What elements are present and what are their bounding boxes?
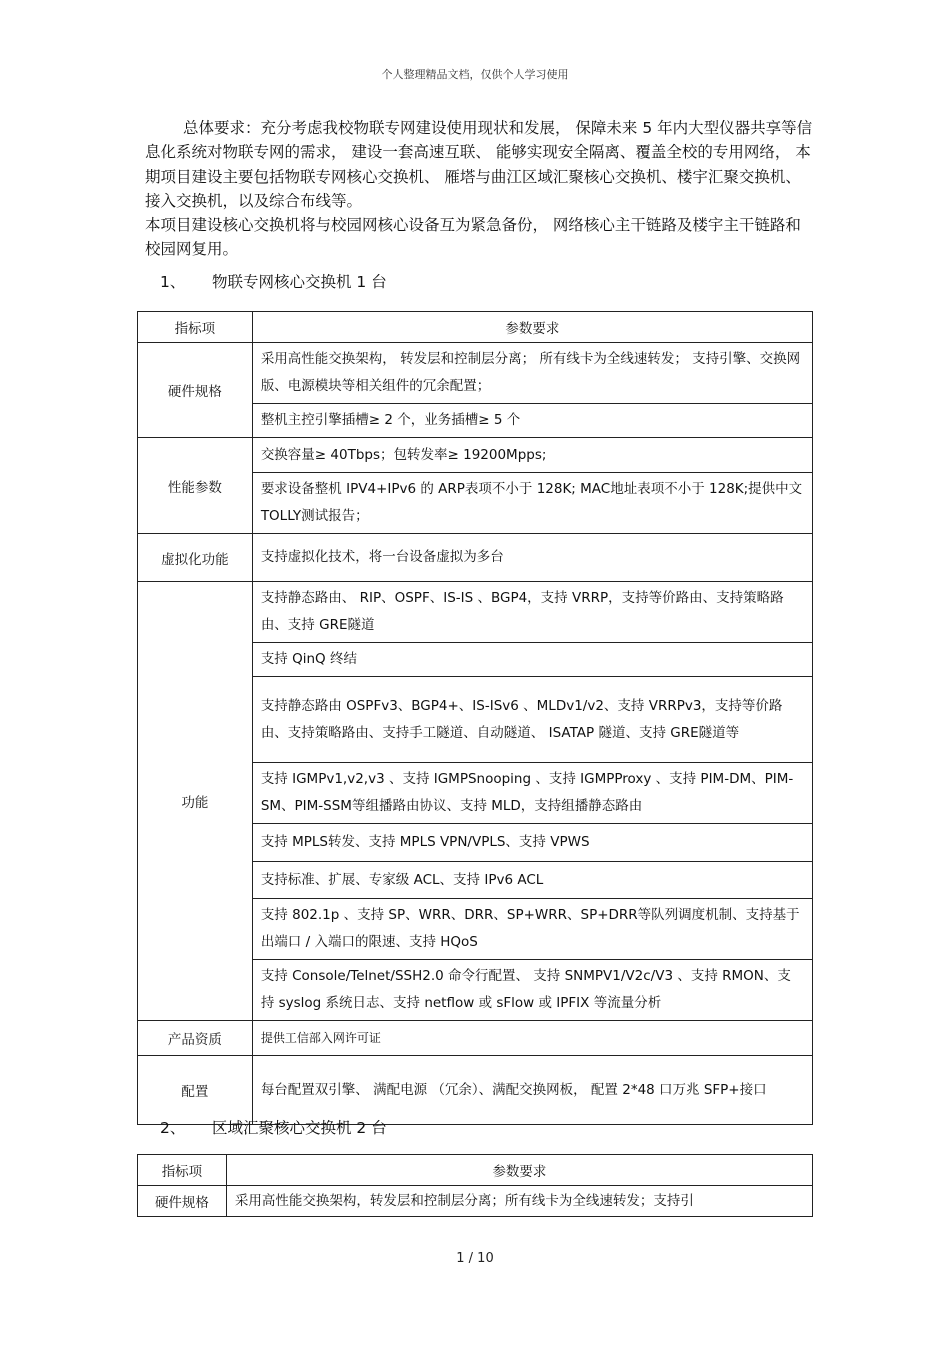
table-row: [138, 1021, 813, 1056]
table-cell: 支持虚拟化技术，将一台设备虚拟为多台: [252, 534, 812, 582]
header-cell-requirement: 参数要求: [252, 312, 812, 343]
table-cell: 整机主控引擎插槽≥ 2 个，业务插槽≥ 5 个: [252, 404, 812, 438]
header-cell-item: 指标项: [138, 312, 253, 343]
intro-text: [145, 116, 815, 262]
section-1-spec-table: [137, 311, 813, 1125]
table-cell: 支持 Console/Telnet/SSH2.0 命令行配置、 支持 SNMPV1/V2c/V3 、支持 RMON、支持 syslog 系统日志、支持 netflow 或 sFlow 或 IPFIX 等流量分析: [252, 960, 812, 1021]
table-row: [138, 582, 813, 643]
table-cell: 支持 802.1p 、支持 SP、WRR、DRR、SP+WRR、SP+DRR等队列调度机制、支持基于出端口 / 入端口的限速、支持 HQoS: [252, 899, 812, 960]
section-2-number: 2、: [160, 1119, 186, 1137]
table-cell: 要求设备整机 IPV4+IPv6 的 ARP表项不小于 128K; MAC地址表项不小于 128K;提供中文 TOLLY测试报告；: [252, 473, 812, 534]
table-row: [138, 438, 813, 473]
table-cell: 每台配置双引擎、 满配电源 （冗余）、满配交换网板， 配置 2*48 口万兆 SFP+接口: [252, 1056, 812, 1125]
row-label-virtualization: 虚拟化功能: [138, 534, 253, 582]
row-label-hardware: 硬件规格: [138, 343, 253, 438]
section-1-number: 1、: [160, 273, 186, 291]
section-1-title: [160, 270, 387, 292]
section-2-title: [160, 1116, 387, 1138]
row-label-performance: 性能参数: [138, 438, 253, 534]
table-cell: 支持 MPLS转发、支持 MPLS VPN/VPLS、支持 VPWS: [252, 824, 812, 862]
table-cell: 交换容量≥ 40Tbps；包转发率≥ 19200Mpps;: [252, 438, 812, 473]
table-cell: 采用高性能交换架构，转发层和控制层分离；所有线卡为全线速转发；支持引: [226, 1186, 812, 1217]
section-2-heading: 区域汇聚核心交换机 2 台: [212, 1119, 387, 1137]
table-cell: 支持 IGMPv1,v2,v3 、支持 IGMPSnooping 、支持 IGMPProxy 、支持 PIM-DM、PIM-SM、PIM-SSM等组播路由协议、支持 MLD，支持组播静态路由: [252, 763, 812, 824]
table-cell: 支持 QinQ 终结: [252, 643, 812, 677]
table-row: [138, 534, 813, 582]
page-number: 1 / 10: [456, 1251, 494, 1266]
row-label-hardware: 硬件规格: [138, 1186, 227, 1217]
table-cell: 提供工信部入网许可证: [252, 1021, 812, 1056]
row-label-function: 功能: [138, 582, 253, 1021]
table-cell: 支持静态路由 OSPFv3、BGP4+、IS-ISv6 、MLDv1/v2、支持 VRRPv3，支持等价路由、支持策略路由、支持手工隧道、自动隧道、 ISATAP 隧道、支持 GRE隧道等: [252, 677, 812, 763]
table-header-row: [138, 1155, 813, 1186]
section-1-heading: 物联专网核心交换机 1 台: [212, 273, 387, 291]
row-label-configuration: 配置: [138, 1056, 253, 1125]
table-cell: 支持静态路由、 RIP、OSPF、IS-IS 、BGP4，支持 VRRP，支持等价路由、支持策略路由、支持 GRE隧道: [252, 582, 812, 643]
table-header-row: [138, 312, 813, 343]
row-label-qualification: 产品资质: [138, 1021, 253, 1056]
table-row: [138, 1056, 813, 1125]
table-row: [138, 343, 813, 404]
header-cell-requirement: 参数要求: [226, 1155, 812, 1186]
section-2-spec-table: [137, 1154, 813, 1217]
table-cell: 采用高性能交换架构， 转发层和控制层分离； 所有线卡为全线速转发； 支持引擎、交换网版、电源模块等相关组件的冗余配置；: [252, 343, 812, 404]
table-row: [138, 1186, 813, 1217]
page-header: 个人整理精品文档，仅供个人学习使用: [381, 68, 569, 81]
intro-paragraph-2: 本项目建设核心交换机将与校园网核心设备互为紧急备份， 网络核心主干链路及楼宇主干链路和校园网复用。: [145, 216, 801, 259]
intro-paragraph-1: 总体要求：充分考虑我校物联专网建设使用现状和发展， 保障未来 5 年内大型仪器共享等信息化系统对物联专网的需求， 建设一套高速互联、 能够实现安全隔离、覆盖全校的专用网络， 本期项目建设主要包括物联专网核心交换机、 雁塔与曲江区域汇聚核心交换机、楼宇汇聚交换机、接入交换机，以及综合布线等。: [145, 119, 813, 210]
header-cell-item: 指标项: [138, 1155, 227, 1186]
table-cell: 支持标准、扩展、专家级 ACL、支持 IPv6 ACL: [252, 862, 812, 899]
